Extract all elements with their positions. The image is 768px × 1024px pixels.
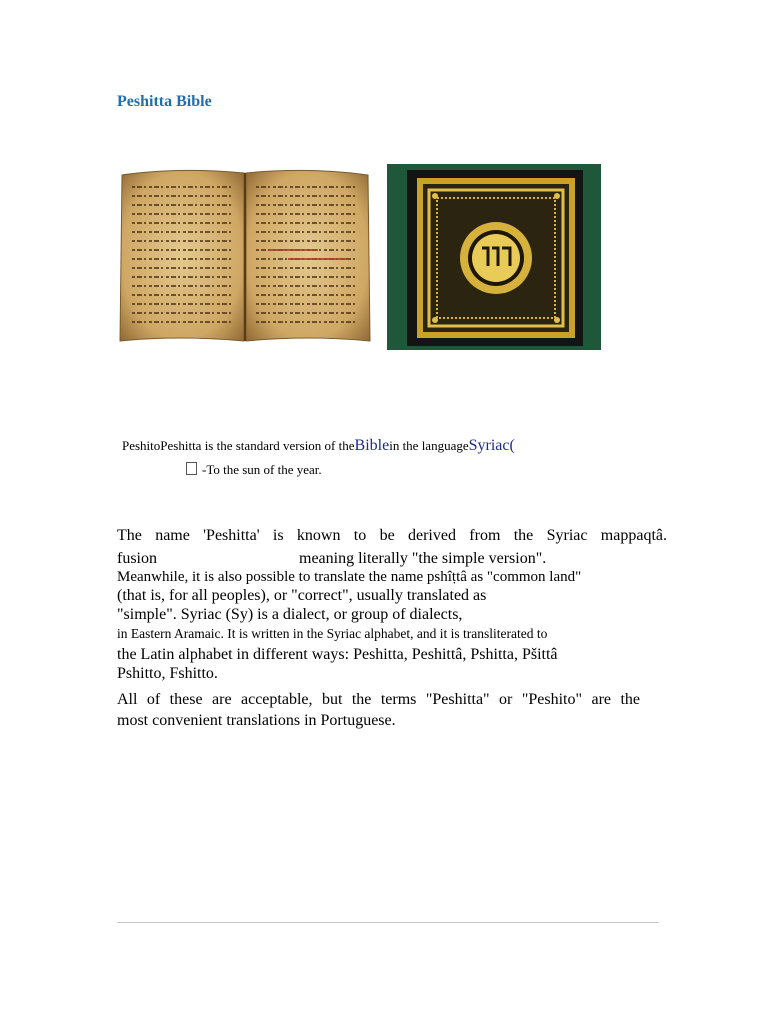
para1-line5: "simple". Syriac (Sy) is a dialect, or group of dialects, [117,606,463,623]
page-title: Peshitta Bible [117,93,212,110]
manuscript-image [118,165,371,345]
para1-line3: Meanwhile, it is also possible to translate the name pshîṭtâ as "common land" [117,569,582,585]
intro-subtext: -To the sun of the year. [202,462,322,477]
intro-subline [186,462,322,478]
intro-line [122,437,515,455]
para2-line1: All of these are acceptable, but the terms "Peshitta" or "Peshito" are the [117,691,640,708]
para1-line1: The name 'Peshitta' is known to be derived from the Syriac mappaqtâ. [117,527,667,544]
para1-line2a: fusion [117,550,157,567]
intro-text-2: in the language [389,438,469,453]
missing-glyph-icon [186,462,197,475]
intro-text-1: PeshitoPeshitta is the standard version of the [122,438,355,453]
para1-line7: the Latin alphabet in different ways: Peshitta, Peshittâ, Pshitta, Pšittâ [117,646,558,663]
footer-divider [117,922,659,923]
bible-link[interactable]: Bible [354,437,390,454]
para1-line6: in Eastern Aramaic. It is written in the Syriac alphabet, and it is transliterated to [117,626,548,641]
para1-line2b: meaning literally "the simple version". [299,550,547,567]
para1-line4: (that is, for all peoples), or "correct", usually translated as [117,587,487,604]
syriac-link[interactable]: Syriac [468,437,510,454]
codex-image [387,164,601,350]
para1-line8: Pshitto, Fshitto. [117,665,218,682]
open-paren: ( [509,437,515,454]
para2-line2: most convenient translations in Portuguese. [117,712,396,729]
para1-line2 [117,549,546,569]
